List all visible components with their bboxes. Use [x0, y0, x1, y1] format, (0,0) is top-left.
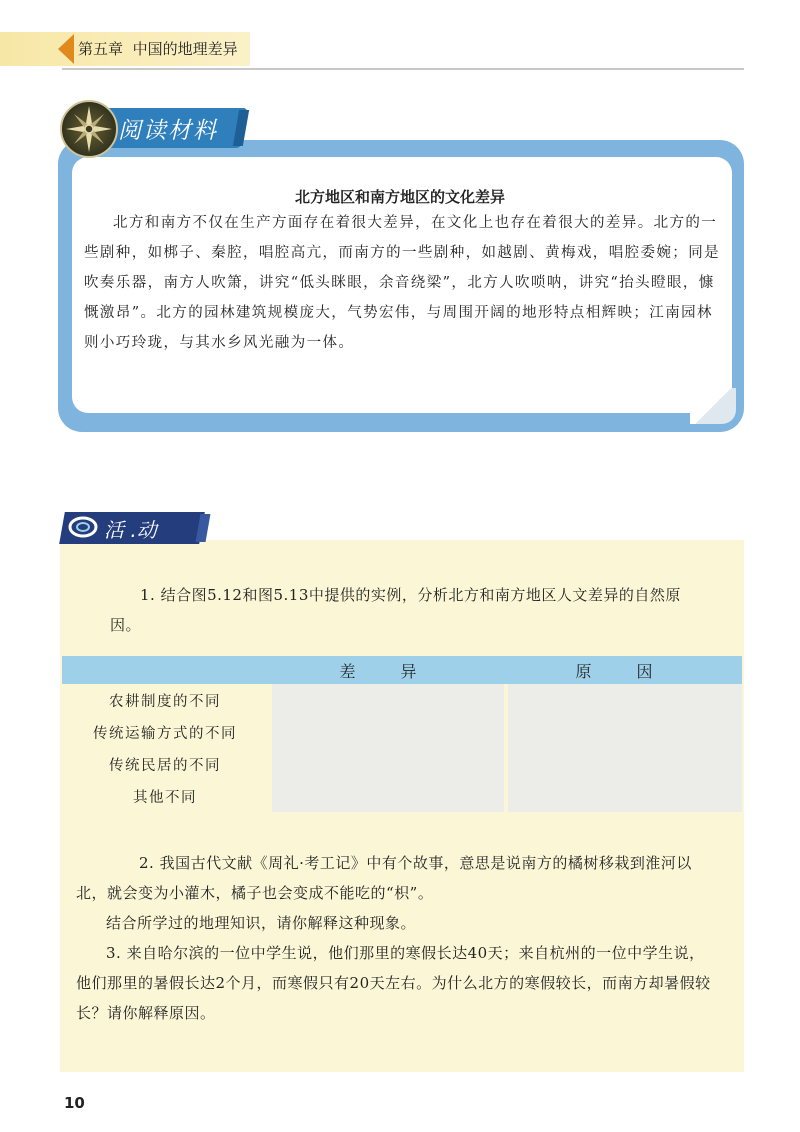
answer-cell	[506, 748, 742, 780]
row-label: 传统民居的不同	[62, 748, 270, 780]
chapter-title: 中国的地理差异	[132, 40, 238, 58]
table-row	[62, 716, 742, 748]
chapter-arrow-icon	[58, 34, 74, 64]
answer-cell	[506, 716, 742, 748]
row-label: 传统运输方式的不同	[62, 716, 270, 748]
question-3: 3. 来自哈尔滨的一位中学生说，他们那里的寒假长达40天；来自杭州的一位中学生说，他们那里的暑假长达2个月，而寒假只有20天左右。为什么北方的寒假较长，而南方却暑假较长？请你解释原因。	[76, 944, 711, 1022]
table-header-reason: 原 因	[506, 656, 742, 684]
questions-2-3	[76, 848, 716, 1028]
page-curl-decoration	[690, 388, 736, 424]
question-2: 2. 我国古代文献《周礼·考工记》中有个故事，意思是说南方的橘树移栽到淮河以北，就会变为小灌木，橘子也会变成不能吃的“枳”。	[76, 854, 692, 902]
reading-paragraph: 北方和南方不仅在生产方面存在着很大差异，在文化上也存在着很大的差异。北方的一些剧种，如梆子、秦腔，唱腔高亢，而南方的一些剧种，如越剧、黄梅戏，唱腔委婉；同是吹奏乐器，南方人吹箫，讲究“低头眯眼，余音绕梁”，北方人吹唢呐，讲究“抬头瞪眼，慷慨激昂”。北方的园林建筑规模庞大，气势宏伟，与周围开阔的地形特点相辉映；江南园林则小巧玲珑，与其水乡风光融为一体。	[84, 215, 720, 351]
row-label: 其他不同	[62, 780, 270, 812]
page-number: 10	[64, 1094, 85, 1112]
table-corner	[62, 656, 270, 684]
answer-cell	[506, 780, 742, 812]
answer-cell	[270, 716, 506, 748]
table-header-difference: 差 异	[270, 656, 506, 684]
chapter-header	[78, 38, 238, 59]
answer-cell	[270, 748, 506, 780]
table-row	[62, 780, 742, 812]
answer-cell	[506, 684, 742, 716]
question-1: 1. 结合图5.12和图5.13中提供的实例，分析北方和南方地区人文差异的自然原因。	[110, 586, 681, 634]
chapter-number: 第五章	[78, 40, 124, 58]
question-2-prompt: 结合所学过的地理知识，请你解释这种现象。	[106, 914, 417, 932]
reading-banner-label: 阅读材料	[118, 118, 218, 144]
compass-icon	[60, 100, 118, 158]
activity-banner-label: 活 .动	[104, 518, 157, 542]
reading-title: 北方地区和南方地区的文化差异	[294, 188, 505, 206]
answer-cell	[270, 684, 506, 716]
comparison-table	[62, 656, 742, 812]
table-row	[62, 748, 742, 780]
row-label: 农耕制度的不同	[62, 684, 270, 716]
answer-cell	[270, 780, 506, 812]
header-divider	[62, 68, 744, 70]
activity-logo-icon	[66, 512, 100, 542]
table-row	[62, 684, 742, 716]
